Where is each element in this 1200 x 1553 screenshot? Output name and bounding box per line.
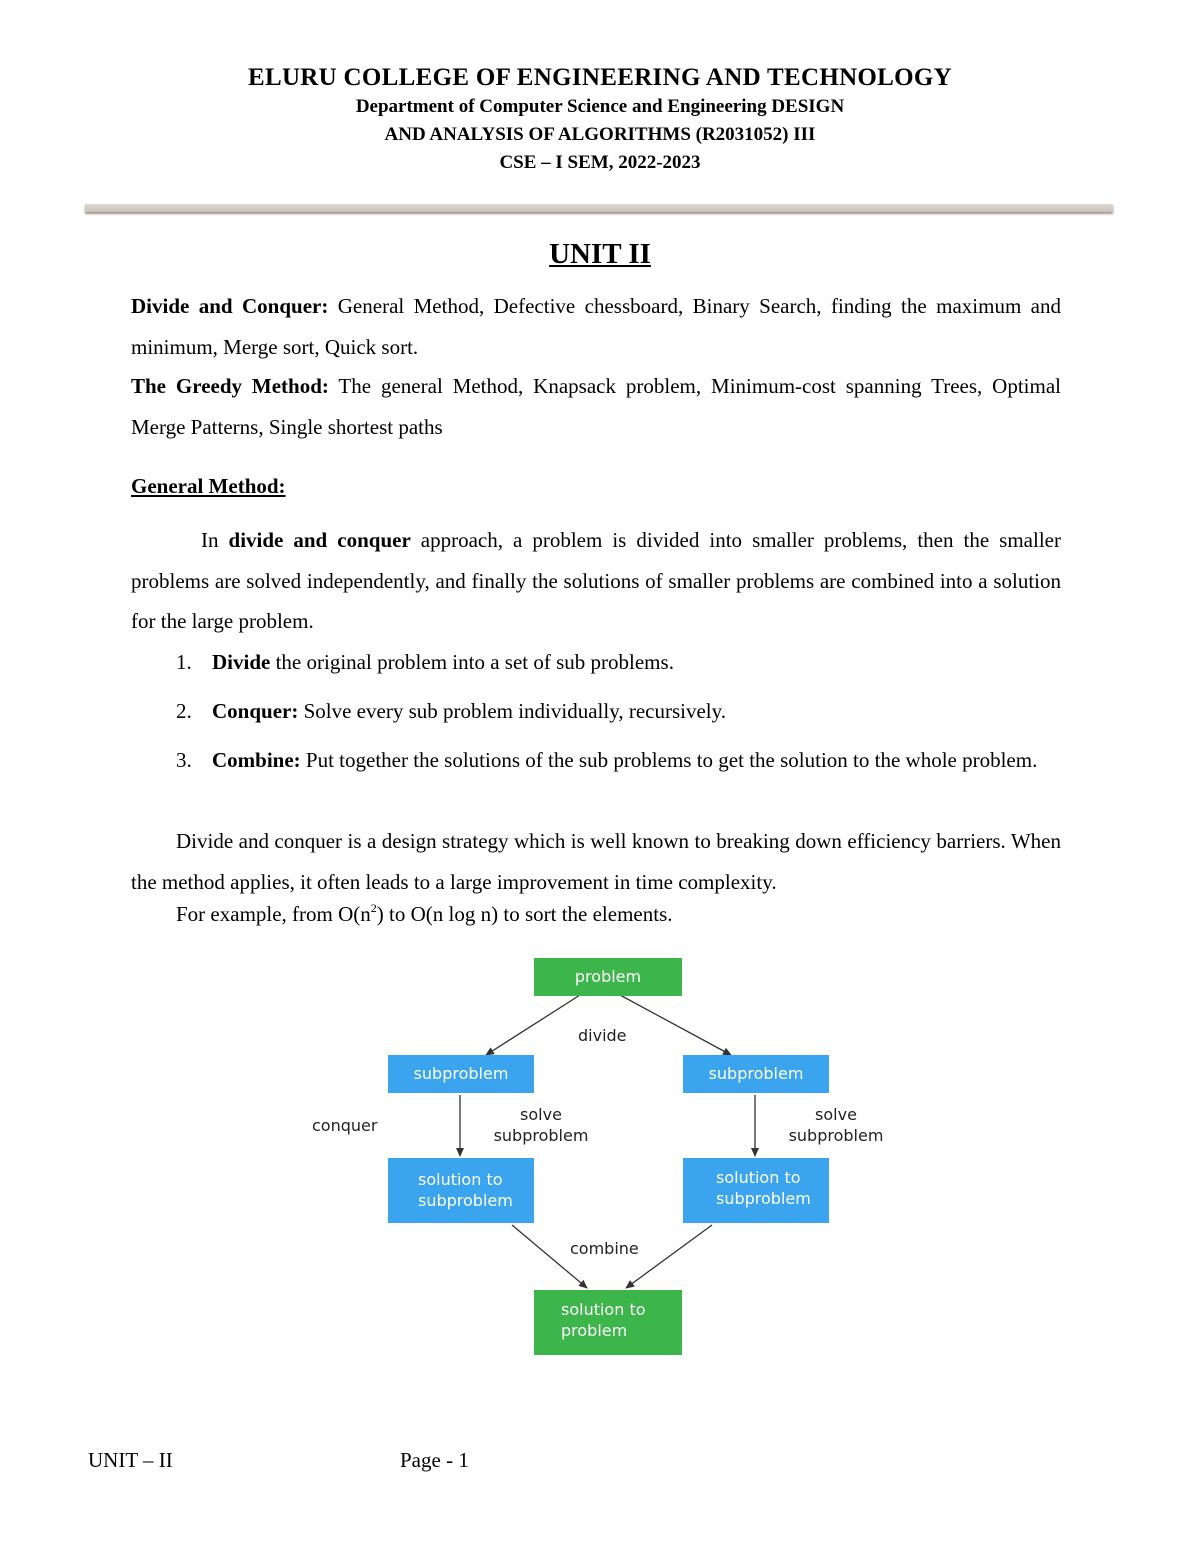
final-solution-box — [534, 1290, 682, 1355]
example-line — [176, 902, 673, 927]
list-item — [176, 691, 1066, 732]
solve-left-label — [486, 1104, 596, 1146]
list-text: Solve every sub problem individually, recursively. — [298, 699, 727, 723]
course-line: AND ANALYSIS OF ALGORITHMS (R2031052) III — [384, 124, 816, 145]
subproblem-right-box: subproblem — [683, 1055, 829, 1093]
arrow-divide-left — [486, 995, 580, 1055]
solution-right-line2: subproblem — [716, 1189, 811, 1208]
college-name: ELURU COLLEGE OF ENGINEERING AND TECHNOLOGY — [248, 64, 952, 91]
list-item — [176, 740, 1066, 781]
syllabus-divide-conquer — [131, 286, 1061, 367]
final-solution-line1: solution to — [561, 1300, 646, 1319]
list-label: Divide — [212, 650, 271, 674]
solve-right-line1: solve — [815, 1105, 857, 1124]
syllabus-dc-text: General Method, Defective chessboard, Binary Search, finding the maximum and minimum, Merge sort, Quick sort. — [131, 294, 1062, 359]
strategy-paragraph: Divide and conquer is a design strategy which is well known to breaking down efficiency barriers. When the method applies, it often leads to a large improvement in time complexity. — [131, 829, 1061, 894]
department-line: Department of Computer Science and Engineering DESIGN — [355, 96, 845, 117]
problem-box: problem — [534, 958, 682, 996]
solution-left-line2: subproblem — [418, 1191, 513, 1210]
intro-bold: divide and conquer — [228, 528, 411, 552]
list-label: Conquer: — [212, 699, 299, 723]
solve-right-label — [781, 1104, 891, 1146]
list-text: the original problem into a set of sub problems. — [270, 650, 674, 674]
solution-left-line1: solution to — [418, 1170, 503, 1189]
header-divider — [85, 204, 1113, 212]
section-title: General Method: — [131, 474, 286, 498]
intro-paragraph — [131, 520, 1061, 642]
solve-right-line2: subproblem — [788, 1126, 884, 1145]
footer-unit: UNIT – II — [88, 1448, 173, 1472]
syllabus-greedy-label: The Greedy Method: — [131, 374, 329, 398]
arrow-divide-right — [620, 995, 731, 1055]
list-number: 1. — [176, 650, 192, 674]
divide-conquer-diagram — [300, 950, 900, 1360]
final-solution-line2: problem — [561, 1321, 628, 1340]
syllabus-greedy — [131, 366, 1061, 447]
solution-right-box — [683, 1158, 829, 1223]
solution-right-line1: solution to — [716, 1168, 801, 1187]
subproblem-left-box: subproblem — [388, 1055, 534, 1093]
footer-page-number: Page - 1 — [400, 1448, 469, 1472]
arrow-combine-right — [626, 1225, 712, 1288]
list-item — [176, 642, 1066, 683]
list-number: 3. — [176, 748, 192, 772]
divide-label: divide — [578, 1026, 627, 1045]
example-sup: 2 — [370, 901, 377, 915]
solution-left-box — [388, 1158, 534, 1223]
intro-post: approach, a problem is divided into smaller problems, then the smaller problems are solved independently, and finally the solutions of smaller problems are combined into a solution for the large problem. — [131, 528, 1061, 633]
solve-left-line2: subproblem — [493, 1126, 589, 1145]
combine-label: combine — [570, 1239, 639, 1258]
syllabus-dc-label: Divide and Conquer: — [131, 294, 329, 318]
list-label: Combine: — [212, 748, 301, 772]
conquer-label: conquer — [312, 1116, 378, 1135]
solve-left-line1: solve — [520, 1105, 562, 1124]
list-number: 2. — [176, 699, 192, 723]
intro-pre: In — [201, 528, 229, 552]
semester-line: CSE – I SEM, 2022-2023 — [499, 152, 701, 173]
list-text: Put together the solutions of the sub problems to get the solution to the whole problem. — [300, 748, 1038, 772]
unit-title: UNIT II — [549, 238, 651, 270]
example-pre: For example, from O(n — [176, 902, 371, 926]
example-post: ) to O(n log n) to sort the elements. — [376, 902, 673, 926]
syllabus-greedy-text: The general Method, Knapsack problem, Minimum-cost spanning Trees, Optimal Merge Patterns, Single shortest paths — [131, 374, 1061, 439]
